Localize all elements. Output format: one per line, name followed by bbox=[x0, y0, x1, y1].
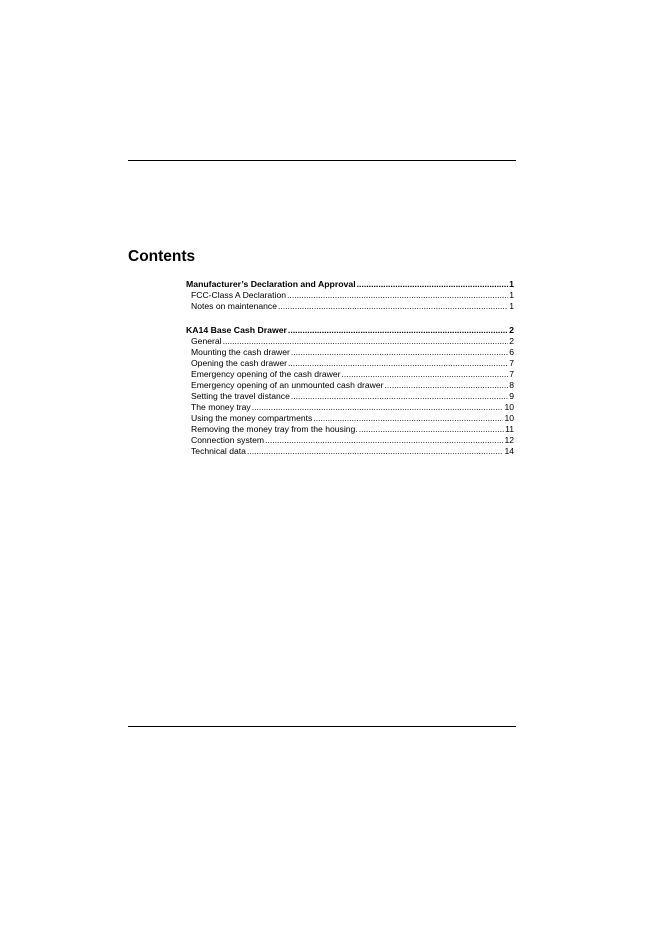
toc-leader-dots bbox=[252, 402, 504, 413]
toc-entry[interactable] bbox=[186, 358, 514, 369]
toc-section bbox=[186, 324, 514, 457]
toc-page-number: 1 bbox=[509, 301, 514, 311]
toc-page-number: 14 bbox=[504, 446, 514, 456]
toc-page-number: 6 bbox=[509, 347, 514, 357]
toc-page-number: 7 bbox=[509, 369, 514, 379]
toc-section-heading[interactable] bbox=[186, 278, 514, 290]
toc-leader-dots bbox=[223, 336, 509, 347]
toc-entry-label: Emergency opening of an unmounted cash drawer bbox=[191, 380, 384, 390]
toc-page-number: 9 bbox=[509, 391, 514, 401]
toc-entry[interactable] bbox=[186, 336, 514, 347]
toc-entry-label: Notes on maintenance bbox=[191, 301, 277, 311]
toc-entry[interactable] bbox=[186, 301, 514, 312]
toc-entry-label: Using the money compartments bbox=[191, 413, 313, 423]
toc-section-title: Manufacturer’s Declaration and Approval bbox=[186, 279, 356, 289]
toc-entry-label: Removing the money tray from the housing. bbox=[191, 424, 358, 434]
toc-leader-dots bbox=[342, 369, 509, 380]
toc-entry-label: FCC-Class A Declaration bbox=[191, 290, 287, 300]
toc-leader-dots bbox=[359, 424, 504, 435]
toc-entry-label: General bbox=[191, 336, 222, 346]
page-title: Contents bbox=[128, 248, 196, 265]
toc-leader-dots bbox=[288, 358, 508, 369]
toc-leader-dots bbox=[291, 347, 508, 358]
toc-section bbox=[186, 278, 514, 312]
toc-leader-dots bbox=[287, 290, 508, 301]
toc-leader-dots bbox=[357, 278, 509, 290]
toc-page-number: 2 bbox=[509, 336, 514, 346]
toc-page-number: 2 bbox=[509, 325, 514, 335]
toc-page-number: 11 bbox=[505, 424, 514, 434]
toc-entry[interactable] bbox=[186, 380, 514, 391]
toc-entry[interactable] bbox=[186, 446, 514, 457]
toc-leader-dots bbox=[385, 380, 509, 391]
toc-entry-label: Technical data bbox=[191, 446, 246, 456]
toc-entry-label: Emergency opening of the cash drawer bbox=[191, 369, 341, 379]
toc-section-heading[interactable] bbox=[186, 324, 514, 336]
toc-entry-label: Connection system bbox=[191, 435, 265, 445]
toc-entry[interactable] bbox=[186, 391, 514, 402]
toc-entry[interactable] bbox=[186, 290, 514, 301]
toc-leader-dots bbox=[265, 435, 503, 446]
toc-page-number: 1 bbox=[509, 279, 514, 289]
table-of-contents bbox=[186, 278, 514, 469]
toc-page-number: 12 bbox=[504, 435, 514, 445]
toc-leader-dots bbox=[291, 391, 508, 402]
toc-page-number: 10 bbox=[504, 402, 514, 412]
toc-entry[interactable] bbox=[186, 402, 514, 413]
toc-entry-label: Mounting the cash drawer bbox=[191, 347, 290, 357]
toc-entry[interactable] bbox=[186, 424, 514, 435]
toc-page-number: 7 bbox=[509, 358, 514, 368]
toc-page-number: 8 bbox=[509, 380, 514, 390]
toc-entry-label: Opening the cash drawer bbox=[191, 358, 288, 368]
toc-page-number: 1 bbox=[509, 290, 514, 300]
header-rule bbox=[128, 160, 516, 161]
toc-leader-dots bbox=[313, 413, 503, 424]
toc-page-number: 10 bbox=[504, 413, 514, 423]
toc-leader-dots bbox=[278, 301, 508, 312]
toc-leader-dots bbox=[288, 324, 508, 336]
toc-section-title: KA14 Base Cash Drawer bbox=[186, 325, 287, 335]
toc-leader-dots bbox=[247, 446, 503, 457]
toc-entry-label: The money tray bbox=[191, 402, 251, 412]
toc-entry-label: Setting the travel distance bbox=[191, 391, 290, 401]
footer-rule bbox=[128, 726, 516, 727]
toc-entry[interactable] bbox=[186, 435, 514, 446]
toc-entry[interactable] bbox=[186, 347, 514, 358]
toc-entry[interactable] bbox=[186, 413, 514, 424]
toc-entry[interactable] bbox=[186, 369, 514, 380]
